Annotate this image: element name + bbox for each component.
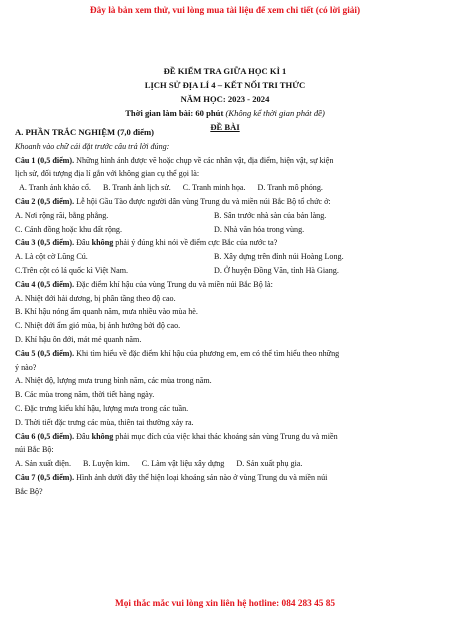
question-2: [15, 195, 437, 236]
question-7: [15, 471, 437, 499]
exam-header: [0, 64, 450, 134]
option-a: A. Sản xuất điện.: [15, 459, 71, 469]
option-b: B. Khí hậu nóng ẩm quanh năm, mưa nhiều vào mùa hè.: [15, 307, 198, 317]
question-text: Đâu: [74, 431, 92, 441]
option-d: D. Sản xuất phụ gia.: [236, 459, 303, 469]
option-c: C. Tranh minh họa.: [182, 183, 246, 193]
question-text: Đặc điểm khí hậu của vùng Trung du và miền núi Bắc Bộ là:: [74, 279, 273, 289]
question-text: Hình ảnh dưới đây thể hiện loại khoáng sản nào ở vùng Trung du và miền núi: [74, 472, 328, 482]
question-5: [15, 347, 437, 430]
option-d: D. Thời tiết đặc trưng các mùa, thiên tai thường xảy ra.: [15, 417, 194, 427]
option-b: B. Xây dựng trên đỉnh núi Hoàng Long.: [214, 252, 344, 262]
question-label: Câu 3 (0,5 điểm).: [15, 238, 75, 248]
question-label: Câu 5 (0,5 điểm).: [15, 348, 75, 358]
answer-options: [15, 457, 437, 471]
question-text: núi Bắc Bộ:: [15, 445, 54, 455]
question-4: [15, 278, 437, 347]
question-text: phải ý đúng khi nói về điểm cực Bắc của nước ta?: [113, 238, 278, 248]
exam-content: [15, 126, 437, 499]
option-a: A. Tranh ảnh khảo cổ.: [19, 183, 91, 193]
time-line: [0, 106, 450, 120]
hotline-banner: Mọi thắc mắc vui lòng xin liên hệ hotline: 084 283 45 85: [114, 599, 336, 609]
question-text: Những hình ảnh được vẽ hoặc chụp về các nhân vật, địa điểm, hiện vật, sự kiện: [74, 155, 334, 165]
question-label: Câu 4 (0,5 điểm).: [15, 279, 75, 289]
emphasis-word: không: [91, 238, 114, 248]
question-label: Câu 1 (0,5 điểm).: [15, 155, 75, 165]
option-a: A. Nơi rộng rãi, bằng phẳng.: [15, 210, 109, 220]
time-label: Thời gian làm bài: 60 phút: [125, 108, 224, 118]
option-b: B. Tranh ảnh lịch sử.: [102, 183, 171, 193]
question-label: Câu 2 (0,5 điểm).: [15, 196, 75, 206]
question-label: Câu 6 (0,5 điểm).: [15, 431, 75, 441]
exam-heading: ĐỀ BÀI: [210, 122, 240, 132]
option-b: B. Luyện kim.: [82, 459, 130, 469]
time-note: (Không kể thời gian phát đề): [225, 108, 325, 118]
exam-title-line: ĐỀ KIỂM TRA GIỮA HỌC KÌ 1: [163, 66, 287, 76]
question-text: Lễ hội Gầu Tào được người dân vùng Trung du và miền núi Bắc Bộ tổ chức ở:: [74, 196, 331, 206]
question-text: phải mục đích của việc khai thác khoáng sản vùng Trung du và miền: [113, 431, 338, 441]
option-c: C.Trên cột có lá quốc kì Việt Nam.: [15, 265, 129, 275]
question-text: lịch sử, đối tượng địa lí gắn với không gian cụ thể gọi là:: [15, 169, 200, 179]
option-d: D. Tranh mô phỏng.: [257, 183, 323, 193]
option-d: D. Khí hậu ôn đới, mát mẻ quanh năm.: [15, 334, 142, 344]
option-a: A. Nhiệt độ, lượng mưa trung bình năm, các mùa trong năm.: [15, 376, 212, 386]
instruction: Khoanh vào chữ cái đặt trước câu trả lời đúng:: [15, 141, 170, 151]
option-c: C. Nhiệt đới ẩm gió mùa, bị ảnh hưởng bởi độ cao.: [15, 321, 181, 331]
option-c: C. Đặc trưng kiểu khí hậu, lượng mưa trong các tuần.: [15, 403, 189, 413]
question-text: Bắc Bộ?: [15, 486, 43, 496]
question-3: [15, 236, 437, 277]
subject-line: LỊCH SỬ ĐỊA LÍ 4 – KẾT NỐI TRI THỨC: [144, 80, 306, 90]
option-b: B. Các mùa trong năm, thời tiết hàng ngày.: [15, 390, 155, 400]
option-a: A. Là cột cờ Lũng Cú.: [15, 252, 88, 262]
option-a: A. Nhiệt đới hải dương, bị phân tầng theo độ cao.: [15, 293, 176, 303]
question-text: ý nào?: [15, 362, 37, 372]
emphasis-word: không: [91, 431, 114, 441]
question-1: [15, 154, 437, 195]
school-year-line: NĂM HỌC: 2023 - 2024: [180, 94, 270, 104]
question-label: Câu 7 (0,5 điểm).: [15, 472, 75, 482]
answer-options: [15, 181, 437, 195]
option-d: D. Ở huyện Đồng Văn, tỉnh Hà Giang.: [214, 265, 339, 275]
option-b: B. Sân trước nhà sàn của bản làng.: [214, 210, 327, 220]
option-d: D. Nhà văn hóa trong vùng.: [214, 224, 305, 234]
option-c: C. Làm vật liệu xây dựng: [141, 459, 225, 469]
question-text: Đâu: [74, 238, 92, 248]
question-6: [15, 430, 437, 471]
question-text: Khi tìm hiểu về đặc điểm khí hậu của phương em, em có thể tìm hiểu theo những: [74, 348, 340, 358]
section-a-heading: A. PHẦN TRẮC NGHIỆM (7,0 điểm): [15, 127, 155, 137]
preview-notice-banner: Đây là bản xem thử, vui lòng mua tài liệu để xem chi tiết (có lời giải): [89, 6, 361, 16]
option-c: C. Cánh đồng hoặc khu đất rộng.: [15, 224, 123, 234]
